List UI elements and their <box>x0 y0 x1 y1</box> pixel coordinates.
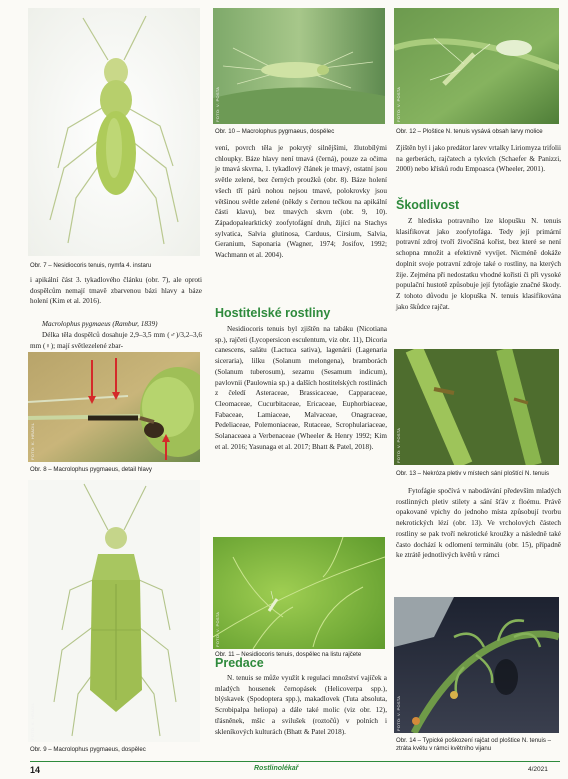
caption-obr-12: Obr. 12 – Ploštice N. tenuis vysává obsah larvy molice <box>396 128 543 135</box>
paragraph: Z hlediska potravního lze klopušku N. tenuis klasifikovat jako zoofytofága. Tedy její primární potravní zdroj tvoří živočišná kořist, bez které se není schopna množit a efektivně vyvíjet. Nicméně dokáže doplnit svoje potravní zdroje také o rostliny, na kterých žije. Zejména při nedostatku vhodné kořisti či při vysoké populační hustotě způsobuje její fytofágie značné škody. Z tohoto důvodu je klopuška N. tenuis klasifikována jako škůdce rajčat. <box>396 217 561 311</box>
photo-credit: FOTO: K. HRADIL <box>30 216 35 254</box>
photo-bug-on-tomato-leaf <box>213 537 385 649</box>
caption-obr-7: Obr. 7 – Nesidiocoris tenuis, nymfa 4. instaru <box>30 262 152 269</box>
heading-harmfulness: Škodlivost <box>396 198 460 212</box>
col1-text-top <box>30 275 202 351</box>
paragraph: vení, povrch těla je pokrytý silnějšími, žlutobílými chloupky. Báze hlavy není tmavá (černá), pouze za očima je tmavá skvrna, 1. tykadlový článek je tmavý, ostatní jsou světle zelené, bez černých proužků (obr. 8). Báze holení všech tří párů nohou nejsou tmavé, polokrovky jsou většinou světle zelené (někdy s černou tečkou na apikální části klavu), bez tmavých skvrn (obr. 9, 10). Západopalearktický zoofytofágní druh, žijící na Stachys sylvatica, Salvia glutinosa, Carduus, Cirsium, Salvia, Geranium, Saponaria (Wagner, 1974; Josifov, 1992; Wachmann et al. 2004). <box>215 144 387 260</box>
issue-number: 4/2021 <box>528 766 548 773</box>
heading-host-plants: Hostitelské rostliny <box>215 306 331 320</box>
photo-head-detail <box>28 352 200 462</box>
photo-credit: FOTO: V. POSTA <box>215 611 220 647</box>
col3-text-middle <box>396 216 561 312</box>
photo-credit: FOTO: K. HRADIL <box>30 422 35 460</box>
photo-credit: FOTO: V. POSTA <box>396 695 401 731</box>
photo-credit: FOTO: V. POSTA <box>396 86 401 122</box>
col2-text-top <box>215 143 387 261</box>
caption-obr-9: Obr. 9 – Macrolophus pygmaeus, dospělec <box>30 746 146 753</box>
footer-rule <box>30 761 560 762</box>
col3-text-bottom <box>396 486 561 561</box>
photo-adult-on-leaf <box>213 8 385 124</box>
paragraph: Fytofágie spočívá v nabodávání především mladých rostlinných pletiv stilety a sání šťáv z floému. Právě opakované vpichy do jednoho místa způsobují tvorbu nekrotických lézí (obr. 13). Ve vrcholových částech rostliny se pak tvoří nekrotické kroužky a následně také často dochází k odlomení terminálu (obr. 15), případně ke ztrátě jednotlivých květů v rámci <box>396 487 561 560</box>
paragraph: N. tenuis se může využít k regulaci množství vajíček a mladých housenek černopásek (Helicoverpa spp.), blýskavek (Spodoptera spp.), makadlovek (Tuta absoluta, Scrobipalpa heliopa) a dále také molic (viz obr. 12), třásněnek, mšic a svilušek (roztočů) v polních i skleníkových kulturách (Bhatt & Patel 2018). <box>215 674 387 736</box>
paragraph: Zjištěn byl i jako predátor larev vrtalky Liriomyza trifolii na gerberách, rajčatech a tykvích (Schaefer & Panizzi, 2000) nebo křísků rodu Empoasca (Wheeler, 2001). <box>396 144 561 174</box>
caption-obr-10: Obr. 10 – Macrolophus pygmaeus, dospělec <box>215 128 335 135</box>
paragraph: i apikální část 3. tykadlového článku (obr. 7), ale oproti dospělcům nemají tmavě zbarvenou bázi hlavy a báze holení (Kim et al. 2016). <box>30 276 202 306</box>
caption-obr-14: Obr. 14 – Typické poškození rajčat od ploštice N. tenuis – ztráta květu v rámci květního vijanu <box>396 737 552 752</box>
species-heading: Macrolophus pygmaeus (Rambur, 1839) <box>42 320 158 329</box>
photo-credit: FOTO: V. POSTA <box>396 427 401 463</box>
caption-obr-13: Obr. 13 – Nekróza pletiv v místech sání ploštící N. tenuis <box>396 470 550 477</box>
paragraph: Nesidiocoris tenuis byl zjištěn na tabáku (Nicotiana sp.), rajčeti (Lycopersicon esculentum, viz obr. 11), Dicoria canescens, salátu (Lactuca sativa), lagenárii (Lagenaria siceraria), lilku (Solanum melongena), bramborách (Solanum tuberosum), sezamu (Sesamum indicum), pavlovnii (Paulownia sp.) a dalších hostitelských rostlinách z čeledí Asteraceae, Brassicaceae, Capparaceae, Cleomaceae, Cucurbitaceae, Ericaceae, Euphorbiaceae, Fabaceae, Lamiaceae, Malvaceae, Onagraceae, Pedeliaceae, Polemoniaceae, Rutaceae, Scrophulariaceae, Solanaceaea a Verbenaceae (Wheeler & Henry 1992; Kim et al. 2016; Yasunaga et al. 2017; Bhatt & Patel, 2018). <box>215 325 387 451</box>
caption-obr-11: Obr. 11 – Nesidiocoris tenuis, dospělec na listu rajčete <box>215 651 362 658</box>
col3-text-top <box>396 143 561 175</box>
photo-tomato-flower-damage <box>394 597 559 733</box>
col2-text-bottom <box>215 673 387 737</box>
heading-predation: Predace <box>215 656 264 670</box>
photo-credit: FOTO: V. POSTA <box>215 86 220 122</box>
photo-credit: FOTO: K. HRADIL <box>30 702 35 740</box>
col2-text-middle <box>215 324 387 452</box>
magazine-logo: Rostlinolékař <box>254 765 299 772</box>
page-number: 14 <box>30 765 41 775</box>
caption-obr-8: Obr. 8 – Macrolophus pygmaeus, detail hlavy <box>30 466 152 473</box>
photo-stem-necrosis <box>394 349 559 465</box>
photo-adult-macrolophus <box>28 480 200 742</box>
photo-bug-on-whitefly-larva <box>394 8 559 124</box>
paragraph: Délka těla dospělců dosahuje 2,9–3,5 mm (♂)/3,2–3,6 mm (♀); mají světlezelené zbar- <box>30 330 202 350</box>
photo-nymph <box>28 8 200 256</box>
